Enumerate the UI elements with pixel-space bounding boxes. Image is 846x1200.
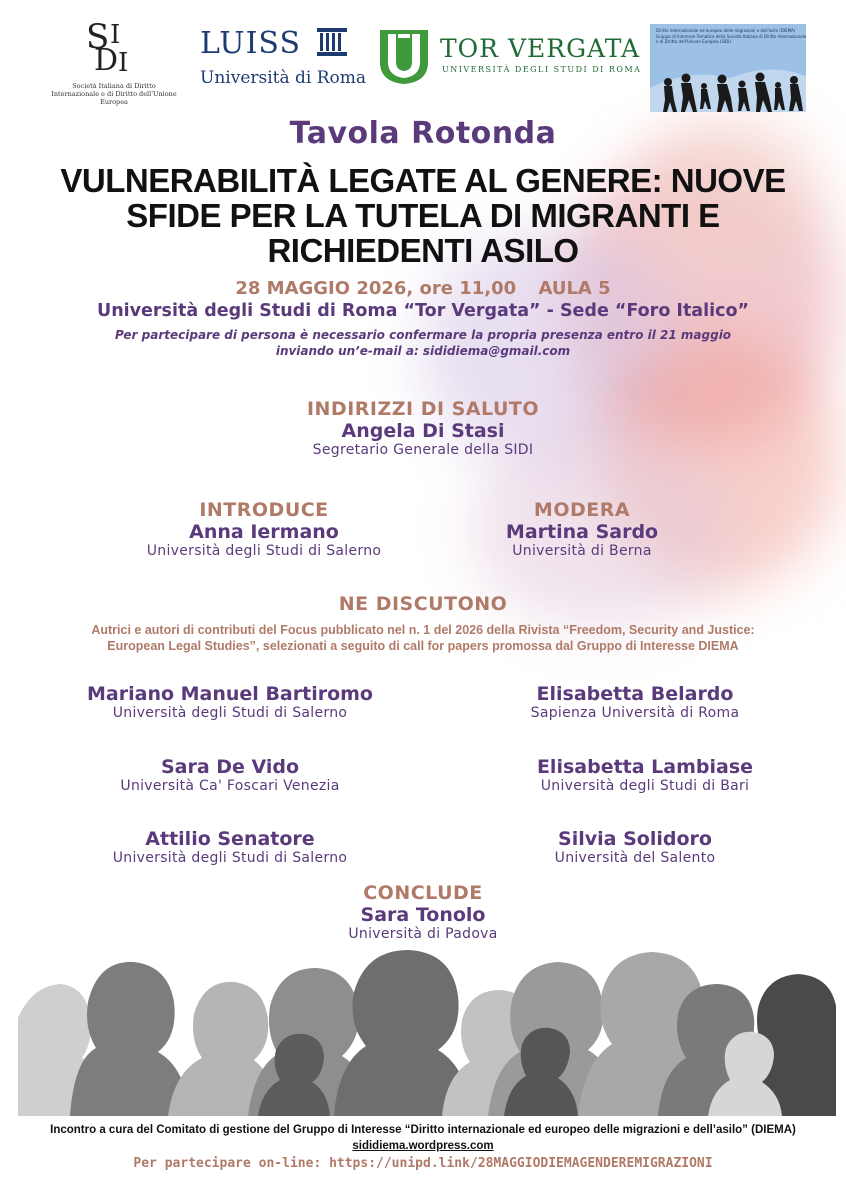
moderator-role: MODERA xyxy=(533,499,631,521)
discussant xyxy=(470,756,820,794)
discussant-name: Elisabetta Lambiase xyxy=(536,756,754,778)
sidi-logo: S I D I xyxy=(86,17,129,78)
diema-logo xyxy=(650,24,806,112)
conclusion-role: CONCLUDE xyxy=(363,882,483,904)
greetings-affiliation: Segretario Generale della SIDI xyxy=(312,442,534,458)
sidi-subtitle: Società Italiana di Diritto Internazionale e di Diritto dell'Unione Europea xyxy=(51,82,177,106)
conclusion-section xyxy=(0,882,846,942)
moderator-affiliation: Università di Berna xyxy=(512,543,652,559)
discussant-name: Silvia Solidoro xyxy=(558,828,712,850)
introduce-affiliation: Università degli Studi di Salerno xyxy=(146,543,382,559)
luiss-logo-subtitle: Università di Roma xyxy=(200,68,367,88)
discussants-description xyxy=(40,622,806,654)
discussant xyxy=(470,683,800,721)
greetings-name: Angela Di Stasi xyxy=(341,420,505,442)
organizer-note: Incontro a cura del Comitato di gestione del Gruppo di Interesse “Diritto internazionale ed europeo delle migrazioni e dell’asilo” (DIEMA) xyxy=(50,1124,796,1136)
online-participation-link[interactable]: Per partecipare on-line: https://unipd.link/28MAGGIODIEMAGENDEREMIGRAZIONI xyxy=(133,1156,713,1171)
discussants-role: NE DISCUTONO xyxy=(338,593,508,615)
discussant-affiliation: Università Ca' Foscari Venezia xyxy=(120,778,340,794)
diema-logo-line: e di Diritto dell'Unione Europea (SIDI) xyxy=(656,39,731,44)
introduce-role: INTRODUCE xyxy=(199,499,329,521)
discussant-affiliation: Università degli Studi di Salerno xyxy=(112,705,348,721)
discussants-description-line: European Legal Studies”, selezionati a seguito di call for papers promossa dal Gruppo di Interesse DIEMA xyxy=(107,639,739,653)
luiss-logo-name: LUISS xyxy=(200,26,301,61)
diema-logo-line: Diritto internazionale ed europeo delle migrazioni e dell'asilo (DIEMA) xyxy=(656,28,796,33)
tor-vergata-shield-icon xyxy=(378,28,430,86)
event-date-time: 28 MAGGIO 2026, ore 11,00 xyxy=(235,278,517,299)
discussant-affiliation: Università degli Studi di Bari xyxy=(540,778,750,794)
column-icon xyxy=(317,28,347,56)
discussants-description-line: Autrici e autori di contributi del Focus pubblicato nel n. 1 del 2026 della Rivista “Freedom, Security and Justice: xyxy=(91,623,755,637)
moderator-section xyxy=(442,499,722,559)
event-room: AULA 5 xyxy=(538,278,611,299)
migrants-silhouette-icon xyxy=(650,48,806,112)
discussant-affiliation: Università degli Studi di Salerno xyxy=(112,850,348,866)
introduce-section xyxy=(84,499,444,559)
discussant xyxy=(40,756,420,794)
discussant-name: Elisabetta Belardo xyxy=(536,683,734,705)
moderator-name: Martina Sardo xyxy=(505,521,659,543)
attendance-note xyxy=(0,327,846,359)
discussant xyxy=(40,683,420,721)
event-title: VULNERABILITÀ LEGATE AL GENERE: NUOVE SFIDE PER LA TUTELA DI MIGRANTI E RICHIEDENTI ASILO xyxy=(60,162,786,269)
discussant xyxy=(40,828,420,866)
event-venue: Università degli Studi di Roma “Tor Vergata” - Sede “Foro Italico” xyxy=(96,301,750,321)
discussant-affiliation: Università del Salento xyxy=(554,850,716,866)
discussant xyxy=(470,828,800,866)
discussant-affiliation: Sapienza Università di Roma xyxy=(530,705,740,721)
website-link[interactable]: sididiema.wordpress.com xyxy=(352,1140,494,1152)
event-date-room xyxy=(0,278,846,299)
tor-vergata-subtitle: UNIVERSITÀ DEGLI STUDI DI ROMA xyxy=(442,65,642,74)
greetings-role: INDIRIZZI DI SALUTO xyxy=(306,398,540,420)
event-kind: Tavola Rotonda xyxy=(289,116,557,151)
conclusion-name: Sara Tonolo xyxy=(360,904,486,926)
discussant-name: Sara De Vido xyxy=(160,756,300,778)
diema-logo-line: Gruppo di Interesse Tematico della Società Italiana di Diritto Internazionale xyxy=(656,34,806,39)
attendance-note-line: Per partecipare di persona è necessario confermare la propria presenza entro il 21 maggio xyxy=(114,328,732,342)
introduce-name: Anna Iermano xyxy=(189,521,339,543)
women-silhouettes-illustration xyxy=(18,940,836,1116)
attendance-note-line: inviando un’e-mail a: sididiema@gmail.com xyxy=(275,344,571,358)
tor-vergata-name: TOR VERGATA xyxy=(440,34,641,63)
greetings-section xyxy=(0,398,846,458)
discussant-name: Mariano Manuel Bartiromo xyxy=(87,683,373,705)
discussant-name: Attilio Senatore xyxy=(145,828,315,850)
conclusion-affiliation: Università di Padova xyxy=(348,926,498,942)
